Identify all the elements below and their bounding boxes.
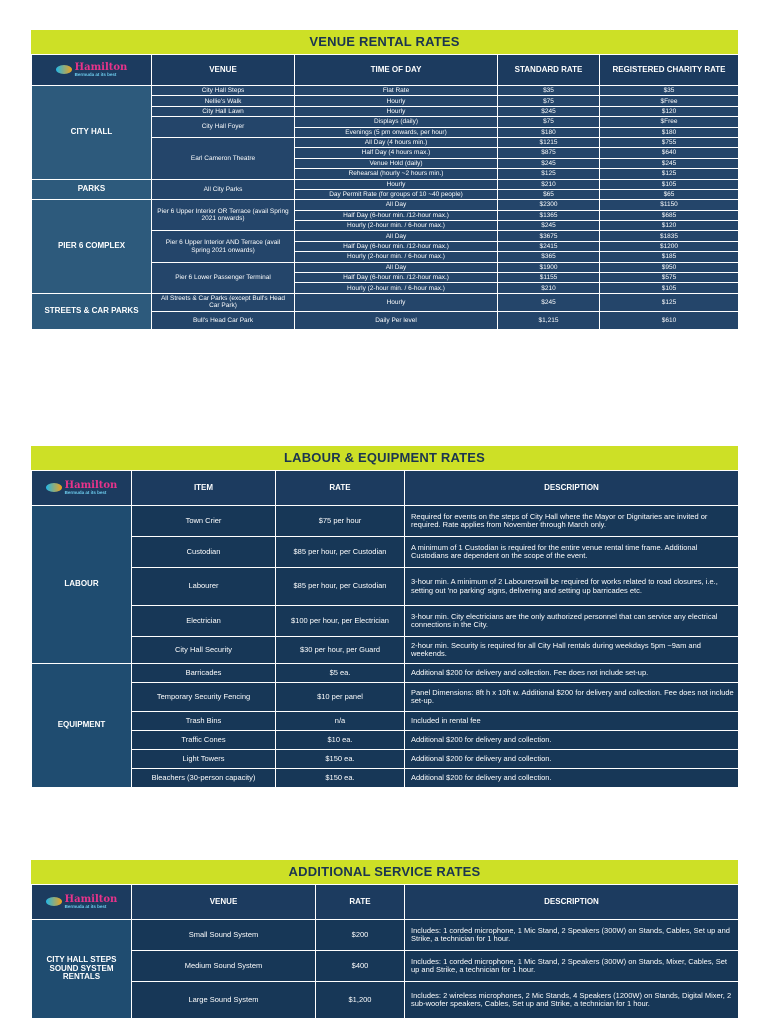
item-name: Electrician bbox=[132, 606, 276, 637]
charity-rate: $Free bbox=[600, 96, 739, 106]
time-of-day: Day Permit Rate (for groups of 10 ~40 people) bbox=[295, 189, 498, 199]
group-label: STREETS & CAR PARKS bbox=[32, 293, 152, 329]
item-description: Additional $200 for delivery and collection. bbox=[405, 750, 739, 769]
standard-rate: $245 bbox=[498, 221, 600, 231]
time-of-day: Evenings (5 pm onwards, per hour) bbox=[295, 127, 498, 137]
charity-rate: $1150 bbox=[600, 200, 739, 210]
item-rate: $200 bbox=[316, 920, 405, 951]
venue-rental-table bbox=[31, 54, 739, 330]
standard-rate: $2300 bbox=[498, 200, 600, 210]
table-row bbox=[32, 731, 739, 750]
venue-name: City Hall Lawn bbox=[152, 106, 295, 116]
labour-equipment-title: LABOUR & EQUIPMENT RATES bbox=[31, 446, 738, 470]
standard-rate: $245 bbox=[498, 106, 600, 116]
time-of-day: Daily Per level bbox=[295, 311, 498, 329]
item-description: 3-hour min. A minimum of 2 Labourerswill be required for works related to road closures, i.e., setting out 'no parking' signs, delivering and setting up barricades etc. bbox=[405, 568, 739, 606]
logo-cell bbox=[32, 885, 132, 920]
charity-rate: $35 bbox=[600, 86, 739, 96]
time-of-day: Hourly bbox=[295, 96, 498, 106]
logo-mark-icon bbox=[46, 483, 62, 492]
standard-rate: $245 bbox=[498, 293, 600, 311]
charity-rate: $Free bbox=[600, 117, 739, 127]
venue-name: Nellie's Walk bbox=[152, 96, 295, 106]
time-of-day: Rehearsal (hourly ~2 hours min.) bbox=[295, 169, 498, 179]
logo-tagline: Bermuda at its best bbox=[74, 71, 117, 77]
logo-name: Hamilton bbox=[64, 893, 118, 905]
time-of-day: All Day bbox=[295, 200, 498, 210]
venue-header: VENUE bbox=[132, 885, 316, 920]
standard-rate: $1,215 bbox=[498, 311, 600, 329]
venue-name: Bull's Head Car Park bbox=[152, 311, 295, 329]
item-description: Additional $200 for delivery and collection. bbox=[405, 731, 739, 750]
standard-rate: $1365 bbox=[498, 210, 600, 220]
item-rate: $10 ea. bbox=[276, 731, 405, 750]
additional-service-table bbox=[31, 884, 739, 1019]
table-row bbox=[32, 293, 739, 311]
header-row bbox=[32, 885, 739, 920]
venue-name: Pier 6 Lower Passenger Terminal bbox=[152, 262, 295, 293]
venue-name: City Hall Steps bbox=[152, 86, 295, 96]
standard-rate: $245 bbox=[498, 158, 600, 168]
item-description: Required for events on the steps of City Hall where the Mayor or Dignitaries are invited or required. Rate applies from November through March only. bbox=[405, 506, 739, 537]
item-name: Temporary Security Fencing bbox=[132, 683, 276, 712]
venue-rental-section bbox=[31, 30, 738, 330]
standard-rate: $3675 bbox=[498, 231, 600, 241]
standard-rate: $75 bbox=[498, 117, 600, 127]
item-name: Barricades bbox=[132, 664, 276, 683]
time-of-day: Hourly bbox=[295, 106, 498, 116]
charity-rate: $1200 bbox=[600, 241, 739, 251]
standard-rate: $1155 bbox=[498, 273, 600, 283]
rate-header: RATE bbox=[316, 885, 405, 920]
venue-rental-title: VENUE RENTAL RATES bbox=[31, 30, 738, 54]
charity-rate: $105 bbox=[600, 179, 739, 189]
item-rate: n/a bbox=[276, 712, 405, 731]
table-row bbox=[32, 200, 739, 210]
charity-rate: $640 bbox=[600, 148, 739, 158]
time-of-day: Half Day (4 hours max.) bbox=[295, 148, 498, 158]
standard-rate: $35 bbox=[498, 86, 600, 96]
table-row bbox=[32, 637, 739, 664]
time-of-day: Hourly bbox=[295, 179, 498, 189]
time-of-day: Hourly (2-hour min. / 6-hour max.) bbox=[295, 221, 498, 231]
charity-rate: $120 bbox=[600, 221, 739, 231]
item-description: Included in rental fee bbox=[405, 712, 739, 731]
table-row bbox=[32, 179, 739, 189]
logo-tagline: Bermuda at its best bbox=[64, 903, 107, 909]
charity-rate: $120 bbox=[600, 106, 739, 116]
logo-cell bbox=[32, 55, 152, 86]
hamilton-logo bbox=[56, 63, 128, 78]
charity-rate: $105 bbox=[600, 283, 739, 293]
standard-rate: $65 bbox=[498, 189, 600, 199]
logo-mark-icon bbox=[46, 897, 62, 906]
standard-rate: $210 bbox=[498, 283, 600, 293]
logo-mark-icon bbox=[56, 65, 72, 74]
item-rate: $75 per hour bbox=[276, 506, 405, 537]
time-of-day: Hourly (2-hour min. / 6-hour max.) bbox=[295, 283, 498, 293]
item-rate: $30 per hour, per Guard bbox=[276, 637, 405, 664]
table-row bbox=[32, 982, 739, 1019]
additional-service-section bbox=[31, 860, 738, 1019]
labour-equipment-section bbox=[31, 446, 738, 788]
venue-name: Pier 6 Upper Interior AND Terrace (avail Spring 2021 onwards) bbox=[152, 231, 295, 262]
time-of-day-header: TIME OF DAY bbox=[295, 55, 498, 86]
item-name: Light Towers bbox=[132, 750, 276, 769]
additional-service-title: ADDITIONAL SERVICE RATES bbox=[31, 860, 738, 884]
standard-rate: $75 bbox=[498, 96, 600, 106]
charity-rate: $245 bbox=[600, 158, 739, 168]
time-of-day: Hourly (2-hour min. / 6-hour max.) bbox=[295, 252, 498, 262]
standard-rate: $365 bbox=[498, 252, 600, 262]
group-label: CITY HALL STEPS SOUND SYSTEM RENTALS bbox=[32, 920, 132, 1019]
group-label: PARKS bbox=[32, 179, 152, 200]
charity-rate: $125 bbox=[600, 169, 739, 179]
charity-rate: $685 bbox=[600, 210, 739, 220]
hamilton-logo bbox=[46, 895, 118, 910]
time-of-day: All Day (4 hours min.) bbox=[295, 137, 498, 147]
venue-name: All City Parks bbox=[152, 179, 295, 200]
logo-name: Hamilton bbox=[74, 61, 128, 73]
item-name: Large Sound System bbox=[132, 982, 316, 1019]
logo-cell bbox=[32, 471, 132, 506]
item-description: 2-hour min. Security is required for all City Hall rentals during weekdays 5pm ~9am and weekends. bbox=[405, 637, 739, 664]
header-row bbox=[32, 471, 739, 506]
group-label: CITY HALL bbox=[32, 86, 152, 180]
table-row bbox=[32, 750, 739, 769]
item-header: ITEM bbox=[132, 471, 276, 506]
time-of-day: All Day bbox=[295, 231, 498, 241]
table-row bbox=[32, 664, 739, 683]
rate-header: RATE bbox=[276, 471, 405, 506]
item-rate: $400 bbox=[316, 951, 405, 982]
table-row bbox=[32, 712, 739, 731]
charity-rate-header: REGISTERED CHARITY RATE bbox=[600, 55, 739, 86]
table-row bbox=[32, 506, 739, 537]
hamilton-logo bbox=[46, 481, 118, 496]
table-row bbox=[32, 769, 739, 788]
time-of-day: All Day bbox=[295, 262, 498, 272]
item-rate: $100 per hour, per Electrician bbox=[276, 606, 405, 637]
time-of-day: Venue Hold (daily) bbox=[295, 158, 498, 168]
item-rate: $150 ea. bbox=[276, 750, 405, 769]
standard-rate: $210 bbox=[498, 179, 600, 189]
time-of-day: Flat Rate bbox=[295, 86, 498, 96]
time-of-day: Displays (daily) bbox=[295, 117, 498, 127]
item-name: Custodian bbox=[132, 537, 276, 568]
item-description: Panel Dimensions: 8ft h x 10ft w. Additional $200 for delivery and collection. Fee does not include set-up. bbox=[405, 683, 739, 712]
item-name: Trash Bins bbox=[132, 712, 276, 731]
table-row bbox=[32, 568, 739, 606]
labour-equipment-table bbox=[31, 470, 739, 788]
table-row bbox=[32, 683, 739, 712]
item-name: Labourer bbox=[132, 568, 276, 606]
table-row bbox=[32, 951, 739, 982]
standard-rate: $1215 bbox=[498, 137, 600, 147]
charity-rate: $185 bbox=[600, 252, 739, 262]
charity-rate: $125 bbox=[600, 293, 739, 311]
item-name: Town Crier bbox=[132, 506, 276, 537]
venue-name: Pier 6 Upper Interior OR Terrace (avail Spring 2021 onwards) bbox=[152, 200, 295, 231]
item-description: Includes: 1 corded microphone, 1 Mic Stand, 2 Speakers (300W) on Stands, Mixer, Cables, Set up and Strike, a technician for 1 hour. bbox=[405, 951, 739, 982]
time-of-day: Half Day (6-hour min. /12-hour max.) bbox=[295, 210, 498, 220]
table-row bbox=[32, 537, 739, 568]
item-description: Additional $200 for delivery and collection. bbox=[405, 769, 739, 788]
item-description: A minimum of 1 Custodian is required for the entire venue rental time frame. Additional Custodians are dependent on the scope of the event. bbox=[405, 537, 739, 568]
venue-name: Earl Cameron Theatre bbox=[152, 137, 295, 179]
item-description: Includes: 2 wireless microphones, 2 Mic Stands, 4 Speakers (1200W) on Stands, Digital Mixer, 2 sub-woofer speakers, Cables, Set up and Strike, a technician for 1 hour. bbox=[405, 982, 739, 1019]
standard-rate: $1900 bbox=[498, 262, 600, 272]
item-name: City Hall Security bbox=[132, 637, 276, 664]
venue-name: City Hall Foyer bbox=[152, 117, 295, 138]
group-label: PIER 6 COMPLEX bbox=[32, 200, 152, 294]
item-rate: $85 per hour, per Custodian bbox=[276, 568, 405, 606]
item-name: Bleachers (30-person capacity) bbox=[132, 769, 276, 788]
item-name: Medium Sound System bbox=[132, 951, 316, 982]
standard-rate: $180 bbox=[498, 127, 600, 137]
charity-rate: $755 bbox=[600, 137, 739, 147]
description-header: DESCRIPTION bbox=[405, 885, 739, 920]
time-of-day: Half Day (6-hour min. /12-hour max.) bbox=[295, 273, 498, 283]
standard-rate: $2415 bbox=[498, 241, 600, 251]
item-name: Traffic Cones bbox=[132, 731, 276, 750]
item-rate: $1,200 bbox=[316, 982, 405, 1019]
item-description: Additional $200 for delivery and collection. Fee does not include set-up. bbox=[405, 664, 739, 683]
charity-rate: $575 bbox=[600, 273, 739, 283]
table-row bbox=[32, 86, 739, 96]
header-row bbox=[32, 55, 739, 86]
charity-rate: $610 bbox=[600, 311, 739, 329]
table-row bbox=[32, 920, 739, 951]
venue-name: All Streets & Car Parks (except Bull's Head Car Park) bbox=[152, 293, 295, 311]
item-description: Includes: 1 corded microphone, 1 Mic Stand, 2 Speakers (300W) on Stands, Cables, Set up and Strike, a technician for 1 hour. bbox=[405, 920, 739, 951]
group-label: EQUIPMENT bbox=[32, 664, 132, 788]
logo-tagline: Bermuda at its best bbox=[64, 489, 107, 495]
charity-rate: $65 bbox=[600, 189, 739, 199]
time-of-day: Half Day (6-hour min. /12-hour max.) bbox=[295, 241, 498, 251]
item-rate: $150 ea. bbox=[276, 769, 405, 788]
standard-rate: $125 bbox=[498, 169, 600, 179]
standard-rate-header: STANDARD RATE bbox=[498, 55, 600, 86]
table-row bbox=[32, 606, 739, 637]
item-description: 3-hour min. City electricians are the only authorized personnel that can service any electrical connections in the City. bbox=[405, 606, 739, 637]
charity-rate: $180 bbox=[600, 127, 739, 137]
item-rate: $5 ea. bbox=[276, 664, 405, 683]
logo-name: Hamilton bbox=[64, 479, 118, 491]
item-rate: $85 per hour, per Custodian bbox=[276, 537, 405, 568]
description-header: DESCRIPTION bbox=[405, 471, 739, 506]
item-rate: $10 per panel bbox=[276, 683, 405, 712]
charity-rate: $950 bbox=[600, 262, 739, 272]
standard-rate: $875 bbox=[498, 148, 600, 158]
venue-header: VENUE bbox=[152, 55, 295, 86]
item-name: Small Sound System bbox=[132, 920, 316, 951]
group-label: LABOUR bbox=[32, 506, 132, 664]
charity-rate: $1835 bbox=[600, 231, 739, 241]
time-of-day: Hourly bbox=[295, 293, 498, 311]
